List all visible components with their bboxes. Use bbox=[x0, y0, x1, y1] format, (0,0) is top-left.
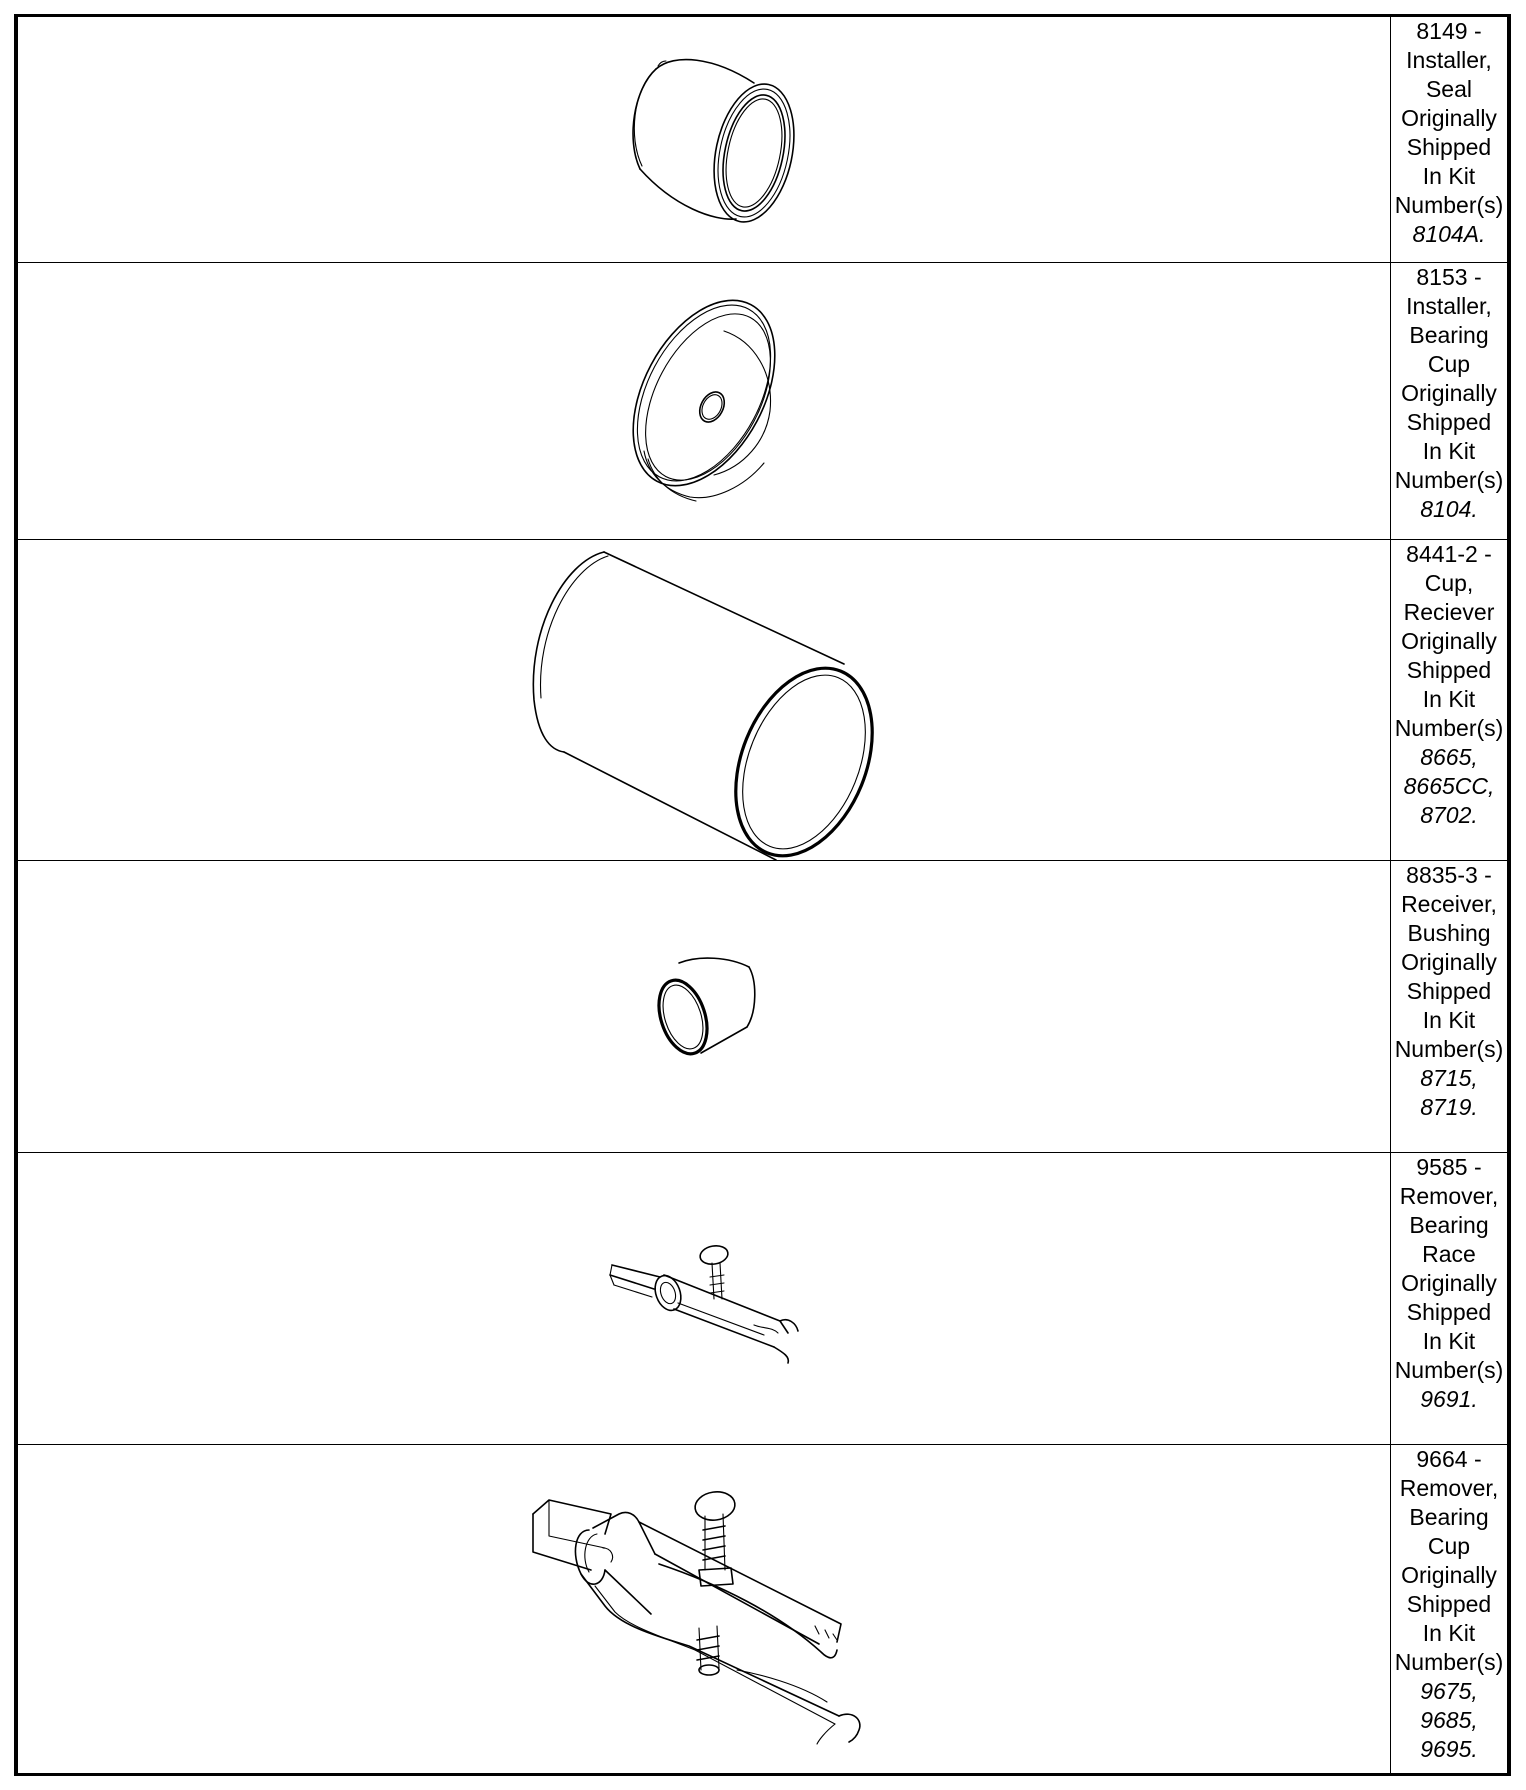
tool-name-line: Cup, bbox=[1424, 569, 1474, 596]
tool-row bbox=[18, 262, 1508, 539]
kit-number: 9675, bbox=[1420, 1677, 1478, 1704]
tool-name-line: Seal bbox=[1425, 76, 1473, 102]
tool-number: 9664 - bbox=[1416, 1445, 1482, 1472]
tool-illustration-cell bbox=[18, 17, 1391, 262]
tool-name-line: Reciever bbox=[1403, 598, 1495, 625]
tool-name-line: Race bbox=[1422, 1240, 1476, 1267]
tool-name-line: Cup bbox=[1427, 350, 1471, 377]
tool-row bbox=[18, 860, 1508, 1152]
kit-number: 8702. bbox=[1420, 801, 1478, 828]
tool-description-cell bbox=[1391, 860, 1508, 1152]
kit-number: 9685, bbox=[1420, 1706, 1478, 1733]
tool-name-line: Bearing bbox=[1409, 1211, 1489, 1238]
tool-number: 8149 - bbox=[1416, 18, 1482, 44]
tool-number: 8153 - bbox=[1416, 263, 1482, 290]
shipped-label-line: Originally bbox=[1401, 627, 1497, 654]
kit-number: 8719. bbox=[1420, 1093, 1478, 1120]
shipped-label-line: Originally bbox=[1401, 379, 1497, 406]
shipped-label-line: Number(s) bbox=[1394, 192, 1504, 218]
tool-row bbox=[18, 1152, 1508, 1444]
shipped-label-line: Shipped bbox=[1406, 1590, 1492, 1617]
shipped-label-line: Shipped bbox=[1406, 1298, 1492, 1325]
tool-illustration-cell bbox=[18, 1444, 1391, 1774]
tool-description-cell bbox=[1391, 17, 1508, 262]
tool-illustration-cell bbox=[18, 860, 1391, 1152]
shipped-label-line: In Kit bbox=[1422, 163, 1476, 189]
tool-name-line: Remover, bbox=[1399, 1182, 1499, 1209]
tool-name-line: Bushing bbox=[1407, 919, 1491, 946]
shipped-label-line: Originally bbox=[1401, 948, 1497, 975]
tool-number: 8441-2 - bbox=[1406, 540, 1492, 567]
shipped-label-line: In Kit bbox=[1422, 1619, 1476, 1646]
tool-name-line: Remover, bbox=[1399, 1474, 1499, 1501]
shipped-label-line: In Kit bbox=[1422, 437, 1476, 464]
shipped-label-line: In Kit bbox=[1422, 1327, 1476, 1354]
tool-row bbox=[18, 539, 1508, 860]
tool-illustration-cell bbox=[18, 262, 1391, 539]
tool-description-cell bbox=[1391, 539, 1508, 860]
shipped-label-line: Shipped bbox=[1406, 977, 1492, 1004]
tool-name-line: Installer, bbox=[1406, 292, 1492, 319]
shipped-label-line: In Kit bbox=[1422, 1006, 1476, 1033]
tool-name-line: Installer, bbox=[1406, 47, 1492, 73]
seal-installer-drawing bbox=[604, 39, 804, 239]
tool-description-cell bbox=[1391, 262, 1508, 539]
kit-number: 8665CC, bbox=[1403, 772, 1495, 799]
kit-number: 8665, bbox=[1420, 743, 1478, 770]
shipped-label-line: Shipped bbox=[1406, 656, 1492, 683]
shipped-label-line: Number(s) bbox=[1394, 466, 1504, 493]
shipped-label-line: Originally bbox=[1401, 1561, 1497, 1588]
tool-description-cell bbox=[1391, 1444, 1508, 1774]
kit-number: 9695. bbox=[1420, 1735, 1478, 1762]
shipped-label-line: Number(s) bbox=[1394, 1648, 1504, 1675]
tool-illustration-cell bbox=[18, 1152, 1391, 1444]
tool-name-line: Cup bbox=[1427, 1532, 1471, 1559]
kit-number: 8104. bbox=[1420, 495, 1478, 522]
shipped-label-line: Number(s) bbox=[1394, 1356, 1504, 1383]
bearing-cup-installer-drawing bbox=[604, 291, 804, 511]
special-tools-table bbox=[17, 17, 1508, 1774]
tool-row bbox=[18, 17, 1508, 262]
bearing-race-remover-drawing bbox=[604, 1233, 804, 1363]
shipped-label-line: Number(s) bbox=[1394, 714, 1504, 741]
tool-illustration-cell bbox=[18, 539, 1391, 860]
shipped-label-line: Originally bbox=[1401, 105, 1497, 131]
tool-number: 8835-3 - bbox=[1406, 861, 1492, 888]
tool-name-line: Bearing bbox=[1409, 321, 1489, 348]
shipped-label-line: Shipped bbox=[1406, 408, 1492, 435]
tool-name-line: Receiver, bbox=[1401, 890, 1497, 917]
bushing-receiver-drawing bbox=[649, 951, 759, 1061]
kit-number: 8715, bbox=[1420, 1064, 1478, 1091]
kit-number: 8104A. bbox=[1412, 221, 1486, 247]
shipped-label-line: Shipped bbox=[1406, 134, 1492, 160]
bearing-cup-remover-drawing bbox=[519, 1474, 889, 1744]
tool-name-line: Bearing bbox=[1409, 1503, 1489, 1530]
tool-list-sheet bbox=[14, 14, 1511, 1776]
shipped-label-line: Number(s) bbox=[1394, 1035, 1504, 1062]
receiver-cup-drawing bbox=[514, 540, 894, 860]
tool-description-cell bbox=[1391, 1152, 1508, 1444]
kit-number: 9691. bbox=[1420, 1385, 1478, 1412]
tool-number: 9585 - bbox=[1416, 1153, 1482, 1180]
tool-row bbox=[18, 1444, 1508, 1774]
shipped-label-line: In Kit bbox=[1422, 685, 1476, 712]
shipped-label-line: Originally bbox=[1401, 1269, 1497, 1296]
